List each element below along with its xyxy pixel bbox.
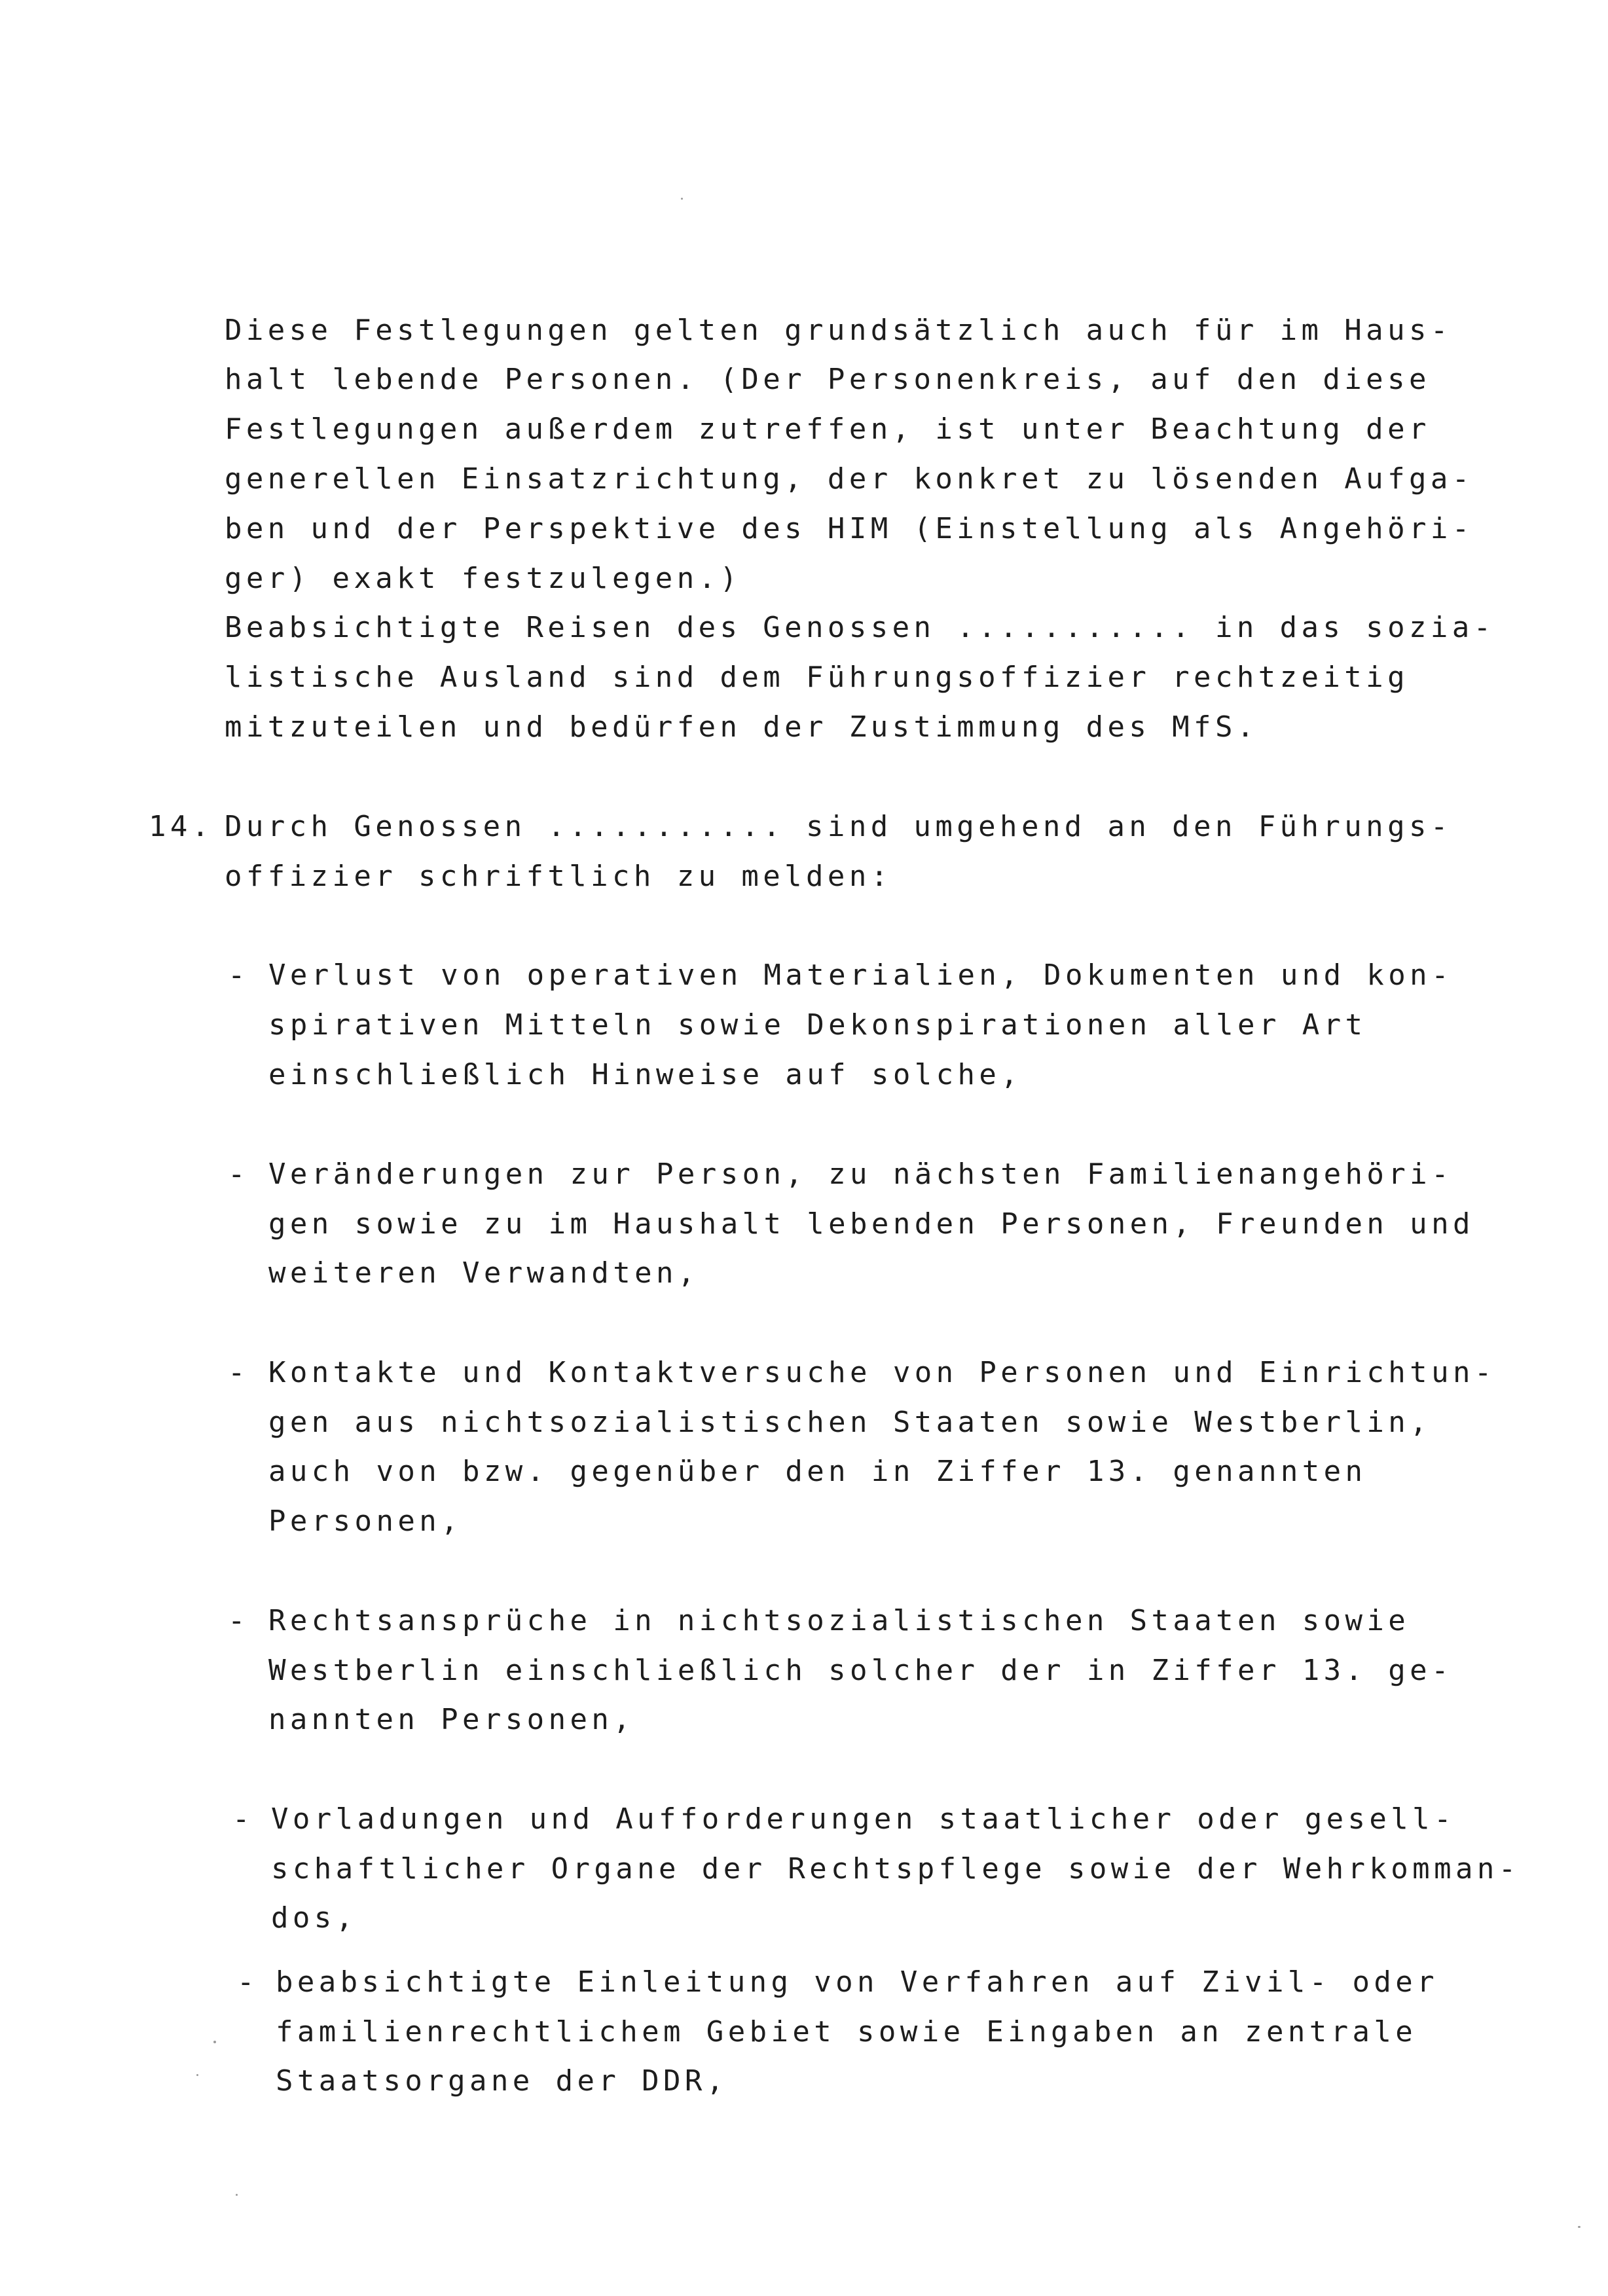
text-line: Durch Genossen ........... sind umgehend an den Führungs- bbox=[225, 810, 1452, 843]
bullet-dash: - bbox=[237, 1965, 255, 1999]
text-line: beabsichtigte Einleitung von Verfahren auf Zivil- oder bbox=[276, 1965, 1439, 1999]
text-line: Beabsichtigte Reisen des Genossen ........... in das sozia- bbox=[225, 611, 1495, 644]
text-line: Verlust von operativen Materialien, Dokumenten und kon- bbox=[268, 958, 1453, 992]
text-line: Vorladungen und Aufforderungen staatlicher oder gesell- bbox=[271, 1802, 1455, 1836]
scan-speck bbox=[1578, 2226, 1581, 2228]
text-line: generellen Einsatzrichtung, der konkret zu lösenden Aufga- bbox=[225, 462, 1474, 496]
text-line: Kontakte und Kontaktversuche von Personen und Einrichtun- bbox=[268, 1356, 1496, 1389]
bullet-dash: - bbox=[228, 958, 246, 992]
text-line: Festlegungen außerdem zutreffen, ist unter Beachtung der bbox=[225, 412, 1431, 446]
item-number: 14. bbox=[149, 810, 213, 843]
bullet-dash: - bbox=[228, 1157, 246, 1191]
text-line: mitzuteilen und bedürfen der Zustimmung des MfS. bbox=[225, 710, 1258, 744]
text-line: Veränderungen zur Person, zu nächsten Familienangehöri- bbox=[268, 1157, 1453, 1191]
bullet-dash: - bbox=[232, 1802, 250, 1836]
text-line: Personen, bbox=[268, 1504, 463, 1538]
text-line: einschließlich Hinweise auf solche, bbox=[268, 1058, 1023, 1091]
text-line: ger) exakt festzulegen.) bbox=[225, 562, 742, 595]
text-line: ben und der Perspektive des HIM (Einstellung als Angehöri- bbox=[225, 512, 1474, 545]
text-line: gen sowie zu im Haushalt lebenden Personen, Freunden und bbox=[268, 1207, 1474, 1241]
text-line: Staatsorgane der DDR, bbox=[276, 2064, 728, 2098]
text-line: weiteren Verwandten, bbox=[268, 1256, 699, 1290]
scan-speck bbox=[196, 2074, 198, 2076]
text-line: schaftlicher Organe der Rechtspflege sowie der Wehrkomman- bbox=[271, 1852, 1520, 1886]
text-line: nannten Personen, bbox=[268, 1703, 635, 1736]
bullet-dash: - bbox=[228, 1604, 246, 1637]
scan-speck bbox=[213, 2041, 216, 2043]
text-line: auch von bzw. gegenüber den in Ziffer 13. genannten bbox=[268, 1455, 1367, 1488]
scan-speck bbox=[681, 198, 683, 200]
text-line: Rechtsansprüche in nichtsozialistischen Staaten sowie bbox=[268, 1604, 1410, 1637]
bullet-dash: - bbox=[228, 1356, 246, 1389]
text-line: offizier schriftlich zu melden: bbox=[225, 860, 892, 893]
text-line: familienrechtlichem Gebiet sowie Eingaben an zentrale bbox=[276, 2015, 1417, 2049]
text-line: halt lebende Personen. (Der Personenkreis, auf den diese bbox=[225, 363, 1431, 396]
text-line: gen aus nichtsozialistischen Staaten sowie Westberlin, bbox=[268, 1406, 1432, 1439]
text-line: spirativen Mitteln sowie Dekonspirationen aller Art bbox=[268, 1008, 1367, 1042]
text-line: dos, bbox=[271, 1901, 357, 1935]
text-line: Diese Festlegungen gelten grundsätzlich auch für im Haus- bbox=[225, 314, 1452, 347]
text-line: listische Ausland sind dem Führungsoffizier rechtzeitig bbox=[225, 661, 1409, 694]
scan-speck bbox=[236, 2194, 238, 2196]
text-line: Westberlin einschließlich solcher der in Ziffer 13. ge- bbox=[268, 1654, 1453, 1687]
